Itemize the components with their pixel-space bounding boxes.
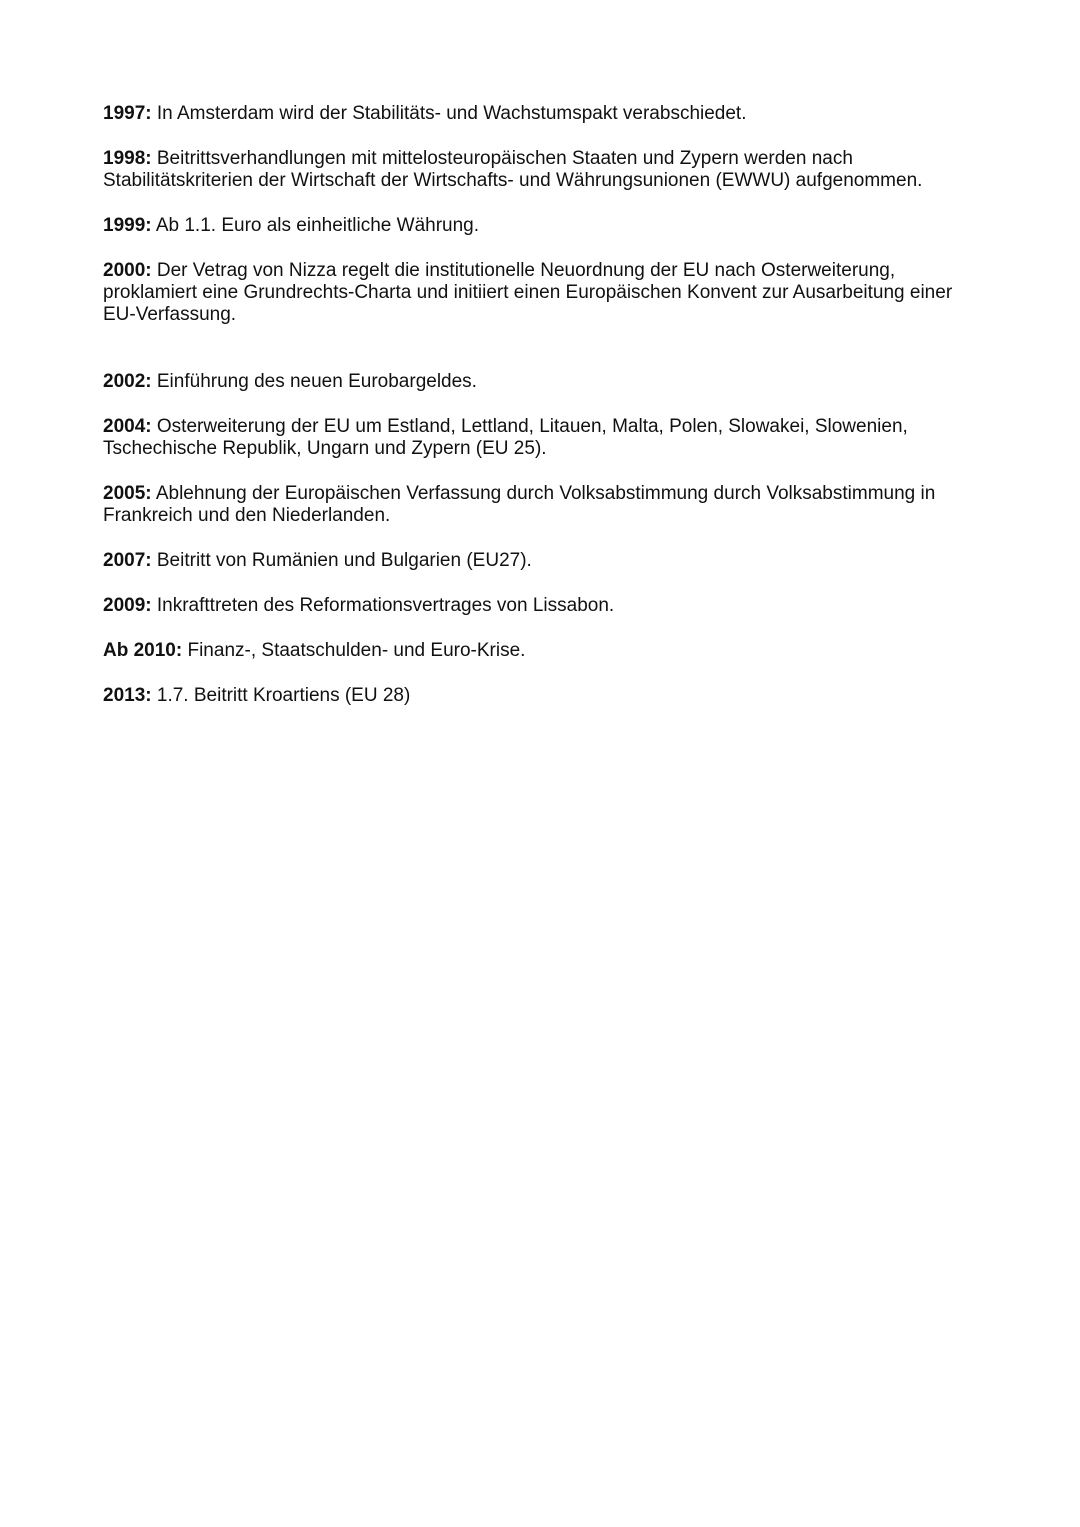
entry-year: 2004: xyxy=(103,416,152,437)
entry-text: Beitritt von Rumänien und Bulgarien (EU27). xyxy=(151,550,532,571)
entry-text: 1.7. Beitritt Kroartiens (EU 28) xyxy=(151,685,411,706)
timeline-entry-2000 xyxy=(103,260,983,326)
entry-year: 2013: xyxy=(103,685,152,706)
entry-text: Ablehnung der Europäischen Verfassung durch Volksabstimmung durch Volksabstimmung in Frankreich und den Niederlanden. xyxy=(103,483,936,526)
timeline-entry-1998 xyxy=(103,148,983,192)
timeline-entry-2005 xyxy=(103,483,983,527)
entry-text: Beitrittsverhandlungen mit mittelosteuropäischen Staaten und Zypern werden nach Stabilitätskriterien der Wirtschaft der Wirtschafts- und Währungsunionen (EWWU) aufgenommen. xyxy=(103,148,923,191)
entry-year: 2007: xyxy=(103,550,152,571)
entry-text: Osterweiterung der EU um Estland, Lettland, Litauen, Malta, Polen, Slowakei, Slowenien, Tschechische Republik, Ungarn und Zypern (EU 25). xyxy=(103,416,908,459)
timeline-entry-2009 xyxy=(103,595,983,617)
entry-year: 1998: xyxy=(103,148,152,169)
entry-text: In Amsterdam wird der Stabilitäts- und Wachstumspakt verabschiedet. xyxy=(151,103,747,124)
timeline-entry-2007 xyxy=(103,550,983,572)
entry-text: Inkrafttreten des Reformationsvertrages von Lissabon. xyxy=(151,595,615,616)
entry-text: Der Vetrag von Nizza regelt die institutionelle Neuordnung der EU nach Osterweiterung, proklamiert eine Grundrechts-Charta und initiiert einen Europäischen Konvent zur Ausarbeitung einer EU-Verfassung. xyxy=(103,260,953,325)
timeline-entry-2004 xyxy=(103,416,983,460)
entry-text: Einführung des neuen Eurobargeldes. xyxy=(151,371,477,392)
entry-year: 2002: xyxy=(103,371,152,392)
timeline-entry-2002 xyxy=(103,371,983,393)
timeline-entry-2010 xyxy=(103,640,983,662)
timeline-entry-1999 xyxy=(103,215,983,237)
entry-year: 1999: xyxy=(103,215,152,236)
entry-year: 2009: xyxy=(103,595,152,616)
timeline-entry-1997 xyxy=(103,103,983,125)
entry-year: 2000: xyxy=(103,260,152,281)
entry-year: Ab 2010: xyxy=(103,640,183,661)
timeline-entry-2013 xyxy=(103,685,983,707)
timeline xyxy=(103,103,983,730)
entry-year: 1997: xyxy=(103,103,152,124)
entry-text: Finanz-, Staatschulden- und Euro-Krise. xyxy=(182,640,526,661)
entry-year: 2005: xyxy=(103,483,152,504)
entry-text: Ab 1.1. Euro als einheitliche Währung. xyxy=(151,215,480,236)
